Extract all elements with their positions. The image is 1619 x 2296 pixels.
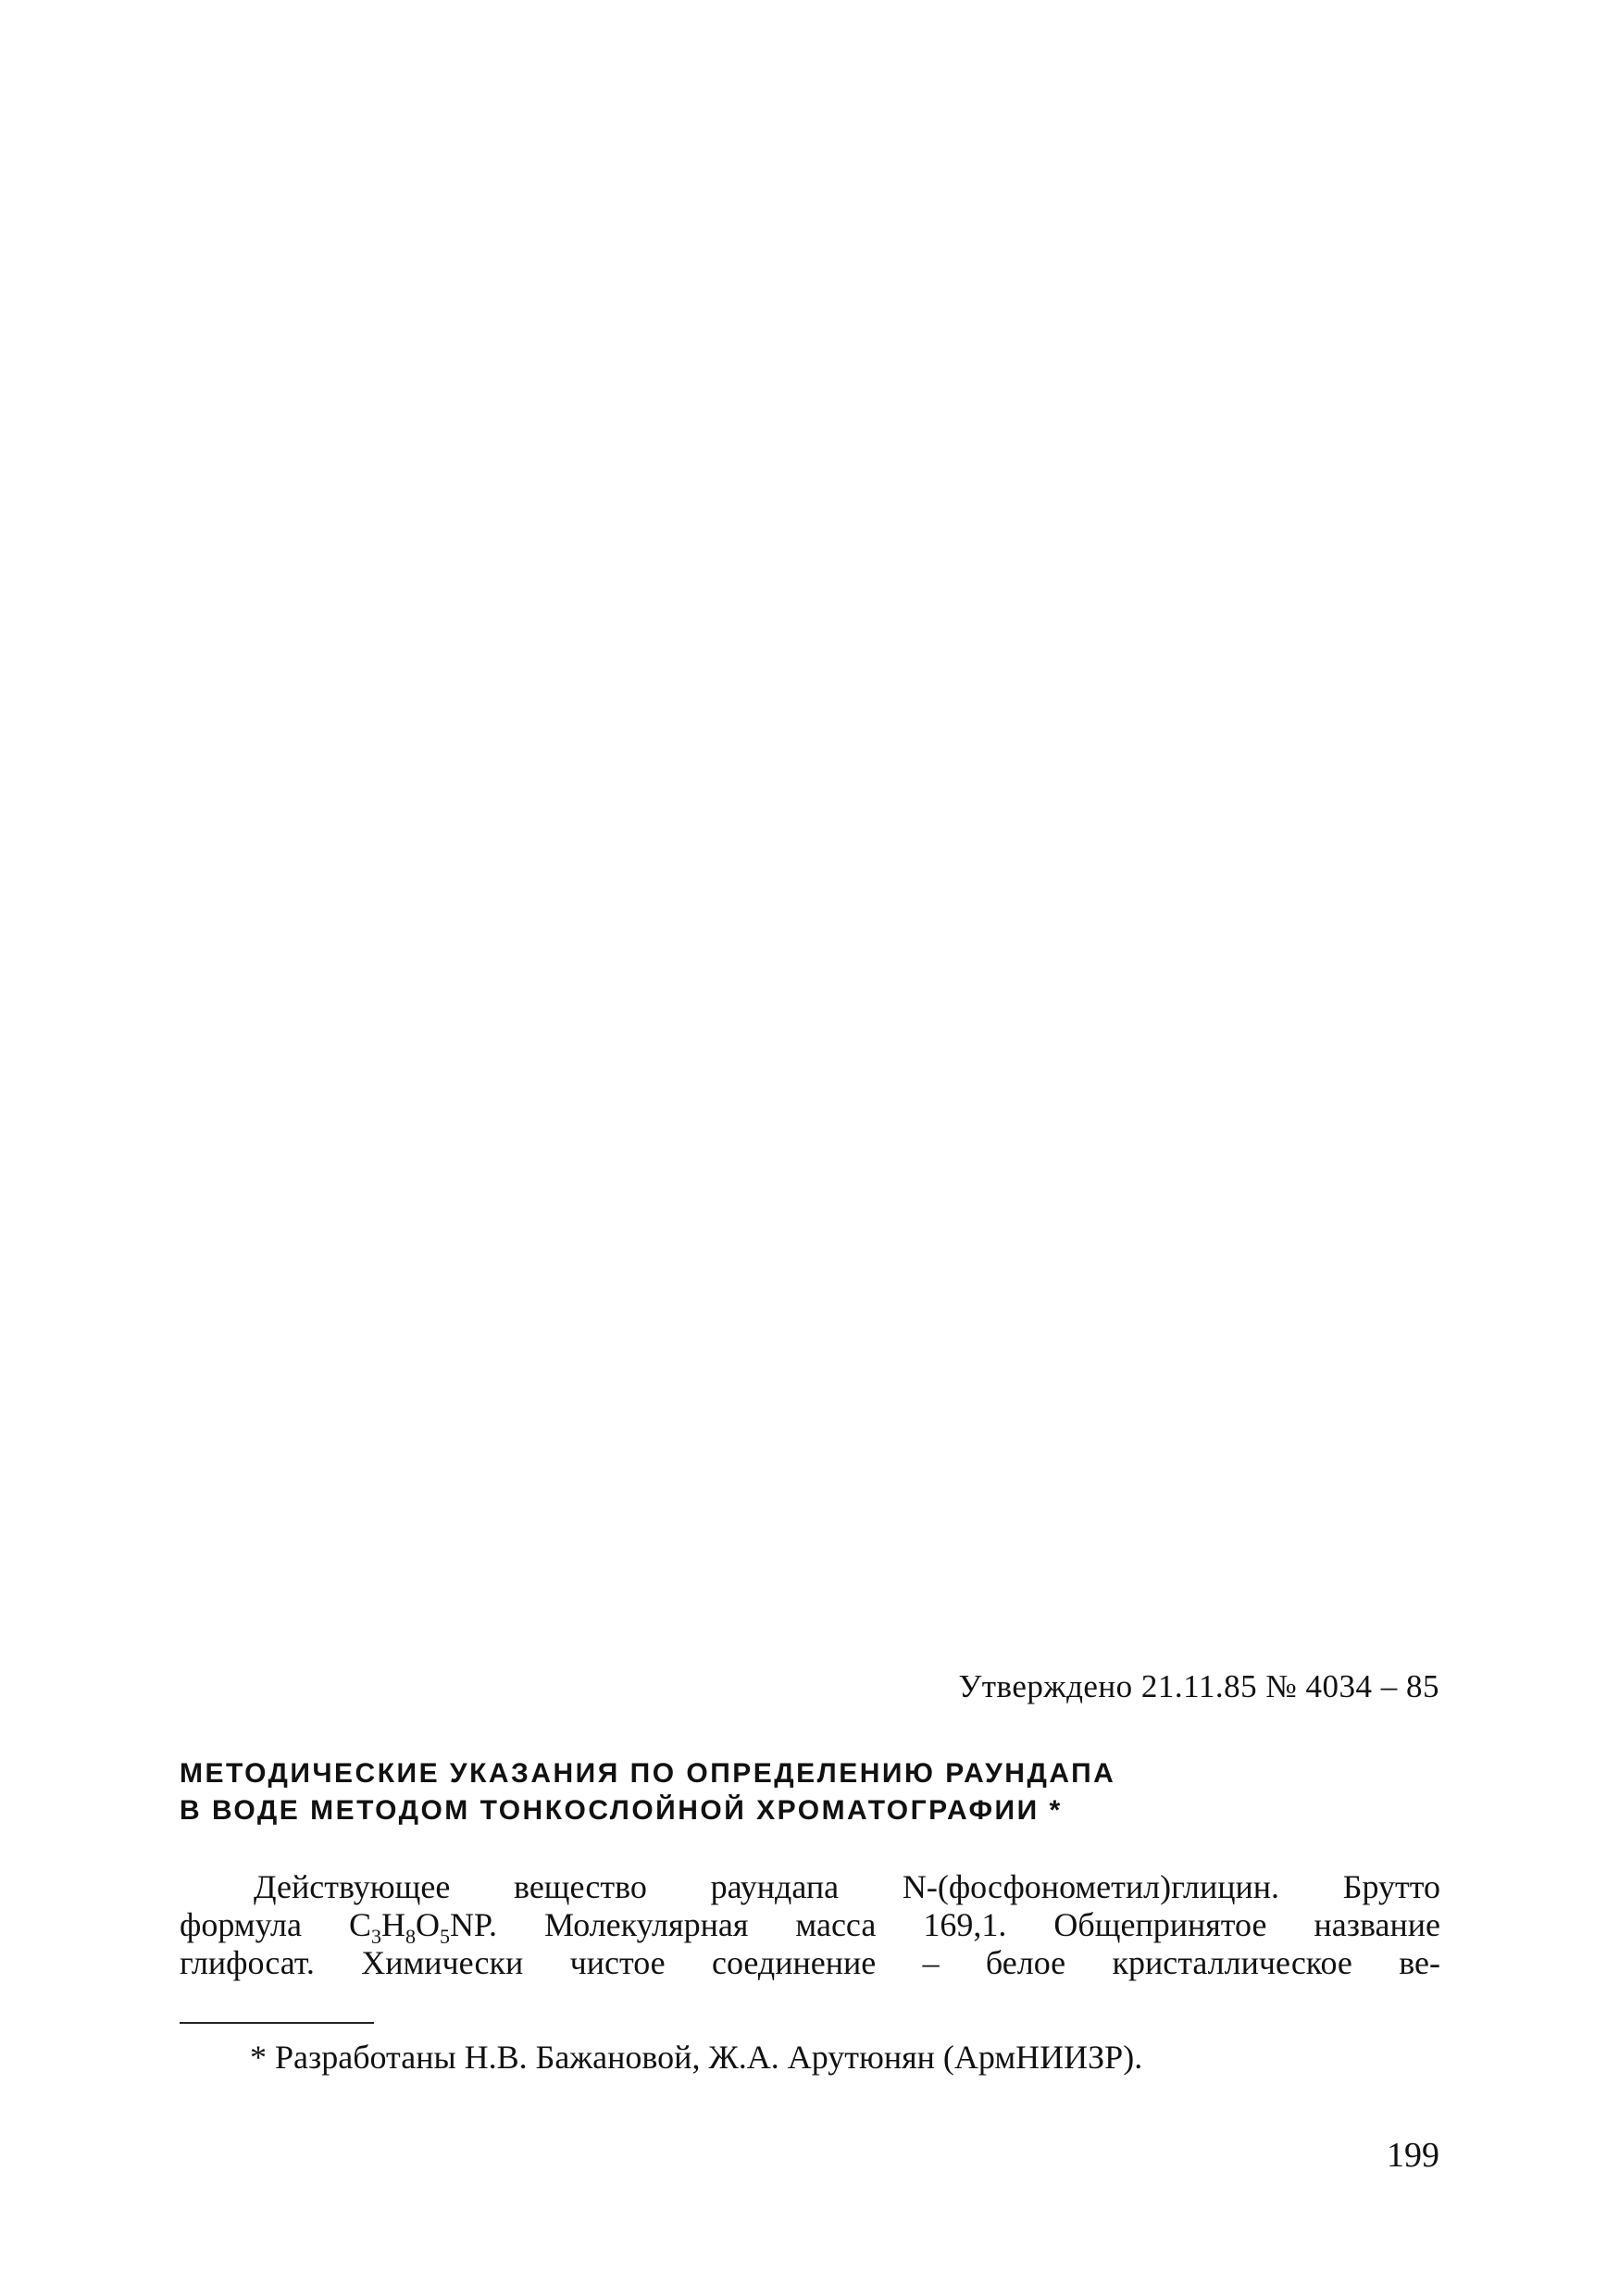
formula-h: H xyxy=(381,1906,405,1943)
body-line-1: Действующее вещество раундапа N-(фосфонометил)глицин. Брутто xyxy=(254,1868,1440,1905)
title-line-2: В ВОДЕ МЕТОДОМ ТОНКОСЛОЙНОЙ ХРОМАТОГРАФИИ * xyxy=(180,1795,1063,1826)
formula-rest: NP xyxy=(450,1906,490,1943)
chemical-formula xyxy=(348,1906,490,1949)
body-paragraph xyxy=(180,1868,1440,1982)
formula-o-count: 5 xyxy=(440,1925,450,1949)
footnote-divider xyxy=(180,2022,374,2024)
body-line-3: глифосат. Химически чистое соединение – белое кристаллическое ве- xyxy=(180,1944,1440,1981)
formula-h-count: 8 xyxy=(405,1925,416,1949)
page-number: 199 xyxy=(1387,2136,1439,2175)
footnote: * Разработаны Н.В. Бажановой, Ж.А. Арутюнян (АрмНИИЗР). xyxy=(250,2039,1143,2076)
title-line-1: МЕТОДИЧЕСКИЕ УКАЗАНИЯ ПО ОПРЕДЕЛЕНИЮ РАУНДАПА xyxy=(180,1758,1116,1789)
formula-c: C xyxy=(348,1906,371,1943)
body-line-2 xyxy=(180,1906,1440,1949)
formula-o: O xyxy=(416,1906,440,1943)
body-line-2-suffix: . Молекулярная масса 169,1. Общепринятое название xyxy=(489,1906,1440,1943)
body-line-2-prefix: формула xyxy=(180,1906,349,1943)
approval-note: Утверждено 21.11.85 № 4034 – 85 xyxy=(958,1668,1439,1704)
formula-c-count: 3 xyxy=(371,1925,381,1949)
document-title xyxy=(180,1755,1337,1829)
